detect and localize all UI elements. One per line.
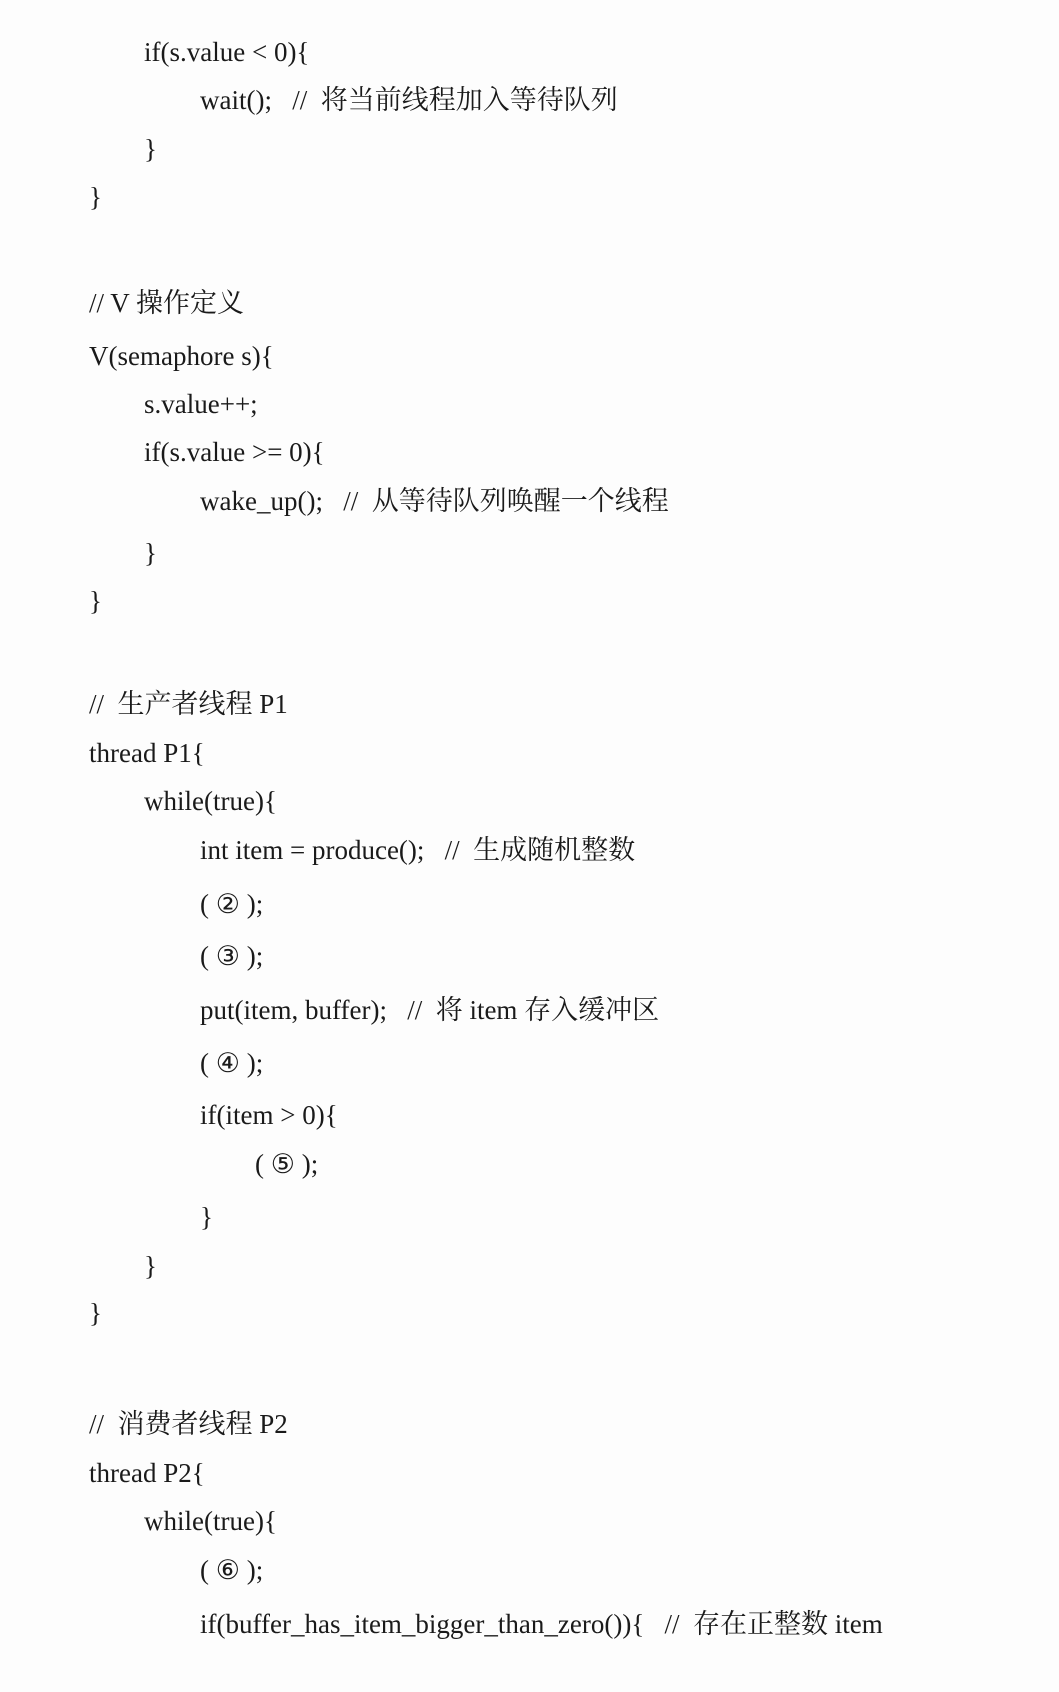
code-line-put: put(item, buffer); // 将 item 存入缓冲区 <box>200 995 660 1025</box>
comment-consumer: // 消费者线程 P2 <box>89 1409 288 1439</box>
code-line-v-def: V(semaphore s){ <box>89 341 274 371</box>
code-line-blank-2: ( ② ); <box>200 889 264 919</box>
code-line-produce: int item = produce(); // 生成随机整数 <box>200 835 636 865</box>
code-line-thread-p1: thread P1{ <box>89 738 205 768</box>
code-line-blank-4: ( ④ ); <box>200 1048 264 1078</box>
code-line-close-while-p1: } <box>144 1251 157 1281</box>
code-line-while-p1: while(true){ <box>144 786 277 816</box>
code-line-while-p2: while(true){ <box>144 1506 277 1536</box>
comment-v-operation: // V 操作定义 <box>89 288 245 318</box>
code-line-increment: s.value++; <box>144 389 258 419</box>
code-line-if-buffer: if(buffer_has_item_bigger_than_zero()){ // 存在正整数 item <box>200 1609 883 1639</box>
code-line-thread-p2: thread P2{ <box>89 1458 205 1488</box>
code-line-if-item: if(item > 0){ <box>200 1100 338 1130</box>
code-line-4: } <box>89 182 102 212</box>
code-line-blank-5: ( ⑤ ); <box>255 1149 319 1179</box>
code-line-if-ge: if(s.value >= 0){ <box>144 437 325 467</box>
code-line-blank-6: ( ⑥ ); <box>200 1555 264 1585</box>
code-line-close-if-item: } <box>200 1202 213 1232</box>
code-line-close-v: } <box>89 586 102 616</box>
comment-producer: // 生产者线程 P1 <box>89 689 288 719</box>
code-line-blank-3: ( ③ ); <box>200 941 264 971</box>
code-line-wakeup: wake_up(); // 从等待队列唤醒一个线程 <box>200 486 669 516</box>
code-line-2: wait(); // 将当前线程加入等待队列 <box>200 85 618 115</box>
code-line-close-if: } <box>144 538 157 568</box>
code-line-3: } <box>144 134 157 164</box>
code-line-close-p1: } <box>89 1298 102 1328</box>
code-line-1: if(s.value < 0){ <box>144 37 310 67</box>
